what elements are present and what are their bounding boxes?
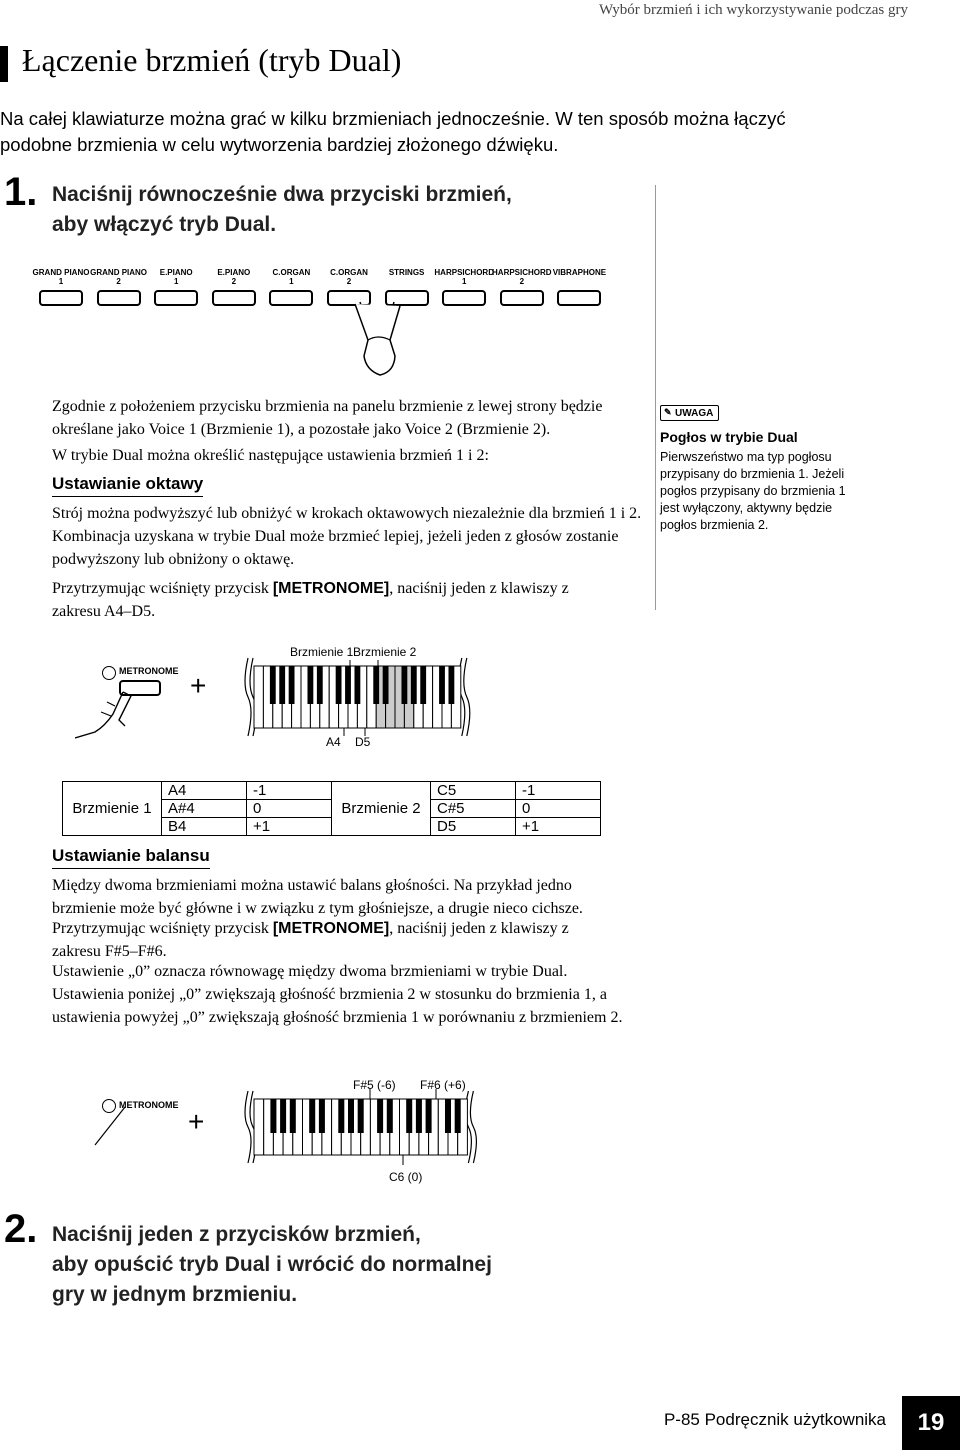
black-key: [420, 666, 426, 704]
voice-button-8[interactable]: [433, 268, 495, 306]
step-1-line-2: aby włączyć tryb Dual.: [52, 213, 277, 236]
note-badge: [660, 405, 719, 421]
value-cell: +1: [247, 818, 332, 836]
metronome-button-ref-2: [METRONOME]: [272, 920, 390, 937]
black-key: [387, 1099, 393, 1133]
break-mark: [464, 658, 470, 736]
voice-button-label: HARPSICHORD 1: [434, 268, 494, 286]
value-cell: +1: [516, 818, 601, 836]
para-dual-settings: W trybie Dual można określić następujące ustawienia brzmień 1 i 2:: [52, 447, 489, 464]
page-number: 19: [902, 1396, 960, 1450]
metronome-button-ref: [METRONOME]: [272, 580, 390, 597]
voice-button-label: C.ORGAN 1: [272, 268, 311, 286]
finger-press-icon: [75, 686, 155, 742]
step-1-line-1: Naciśnij równocześnie dwa przyciski brzmień,: [52, 183, 512, 206]
metronome-diagram-2: [95, 1093, 235, 1163]
key-f6-label: F#6 (+6): [420, 1078, 466, 1092]
black-key: [416, 1099, 422, 1133]
key-cell: A#4: [162, 800, 247, 818]
octave-text: Strój można podwyższyć lub obniżyć w krokach oktawowych niezależnie dla brzmień 1 i 2. Kombinacja uzyskana w trybie Dual może brzmieć lepiej, jeżeli jeden z głosów zostanie podwyższony lub obniżony o oktawę.: [52, 505, 642, 568]
voice-button-key[interactable]: [500, 290, 544, 306]
key-cell: B4: [162, 818, 247, 836]
black-key: [279, 666, 285, 704]
black-key: [439, 666, 445, 704]
note-text: Pierwszeństwo ma typ pogłosu przypisany do brzmienia 1. Jeżeli pogłos przypisany do brzmienia 1 jest wyłączony, aktywny będzie pogłos brzmienia 2.: [660, 450, 846, 532]
black-key: [338, 1099, 344, 1133]
black-key: [270, 1099, 276, 1133]
plus-sign-2: +: [188, 1106, 205, 1137]
black-key: [348, 1099, 354, 1133]
voice1-range-label: Brzmienie 1: [290, 645, 354, 659]
two-finger-hand-icon: [350, 300, 410, 380]
voice-button-key[interactable]: [442, 290, 486, 306]
voice-button-label: E.PIANO 2: [217, 268, 251, 286]
octave-instruction: [52, 577, 612, 623]
voice-button-label: E.PIANO 1: [159, 268, 193, 286]
voice-button-2[interactable]: [88, 268, 150, 306]
black-key: [406, 1099, 412, 1133]
black-key: [358, 1099, 364, 1133]
para-voice-order: Zgodnie z położeniem przycisku brzmienia na panelu brzmienie z lewej strony będzie określane jako Voice 1 (Brzmienie 1), a pozostałe jako Voice 2 (Brzmienie 2).: [52, 398, 603, 438]
black-key: [401, 666, 407, 704]
pencil-icon: ✎: [664, 407, 672, 417]
voice-button-label: C.ORGAN 2: [330, 268, 368, 286]
white-key: [254, 1099, 264, 1155]
voice-button-3[interactable]: [145, 268, 207, 306]
black-key: [383, 666, 389, 704]
black-key: [280, 1099, 286, 1133]
key-cell: A4: [162, 782, 247, 800]
note-heading: Pogłos w trybie Dual: [660, 429, 798, 445]
black-key: [270, 666, 276, 704]
voice-button-9[interactable]: [491, 268, 553, 306]
balance-heading: Ustawianie balansu: [52, 846, 210, 869]
octave-table: [62, 781, 601, 836]
footer-manual-title: P-85 Podręcznik użytkownika: [663, 1410, 886, 1429]
black-key: [411, 666, 417, 704]
black-key: [455, 1099, 461, 1133]
value-cell: 0: [247, 800, 332, 818]
voice-button-key[interactable]: [154, 290, 198, 306]
keyboard-diagram-1: [240, 650, 475, 745]
step-2-number: 2.: [4, 1207, 38, 1251]
black-key: [373, 666, 379, 704]
voice1-label-cell: Brzmienie 1: [63, 782, 162, 836]
note-box: [660, 403, 940, 534]
balance-instruction-post: , naciśnij jeden z klawiszy z zakresu F#5–F#6.: [52, 920, 569, 960]
black-key: [377, 1099, 383, 1133]
balance-text-2: Ustawienie „0” oznacza równowagę między dwoma brzmieniami w trybie Dual. Ustawienia poniżej „0” zwiększają głośność brzmienia 2 w stosunku do brzmienia 1, a ustawienia powyżej „0” zwiększają głośność brzmienia 1 w porównaniu z brzmieniem 2.: [52, 963, 623, 1026]
keyboard-diagram-2: [240, 1085, 480, 1165]
black-key: [317, 666, 323, 704]
column-divider: [655, 185, 656, 610]
table-row: [63, 782, 601, 800]
voice-button-label: VIBRAPHONE: [552, 268, 607, 277]
black-key: [289, 666, 295, 704]
balance-instruction: [52, 917, 612, 963]
metronome-label: METRONOME: [119, 666, 179, 676]
voice2-range-label: Brzmienie 2: [353, 645, 417, 659]
voice-button-5[interactable]: [260, 268, 322, 306]
key-cell: D5: [431, 818, 516, 836]
black-key: [426, 1099, 432, 1133]
black-key: [307, 666, 313, 704]
voice-button-1[interactable]: [30, 268, 92, 306]
key-cell: C5: [431, 782, 516, 800]
black-key: [336, 666, 342, 704]
metronome-label-2: METRONOME: [119, 1100, 179, 1110]
octave-heading: Ustawianie oktawy: [52, 474, 203, 497]
voice-button-4[interactable]: [203, 268, 265, 306]
step-2-line-2: aby opuścić tryb Dual i wrócić do normalnej: [52, 1253, 492, 1276]
white-key: [254, 666, 263, 728]
voice-button-label: GRAND PIANO 1: [32, 268, 90, 286]
intro-paragraph: Na całej klawiaturze można grać w kilku brzmieniach jednocześnie. W ten sposób można łączyć podobne brzmienia w celu wytworzenia bardziej złożonego dźwięku.: [0, 108, 786, 155]
key-f5-label: F#5 (-6): [353, 1078, 396, 1092]
value-cell: 0: [516, 800, 601, 818]
voice-button-10[interactable]: [548, 268, 610, 306]
black-key: [290, 1099, 296, 1133]
value-cell: -1: [247, 782, 332, 800]
black-key: [354, 666, 360, 704]
page-title: Łączenie brzmień (tryb Dual): [22, 42, 402, 78]
voice-button-key[interactable]: [97, 290, 141, 306]
note-badge-label: UWAGA: [675, 408, 714, 419]
octave-instruction-post: , naciśnij jeden z klawiszy z zakresu A4–D5.: [52, 580, 569, 620]
break-mark: [245, 658, 251, 736]
metronome-diagram-1: [95, 660, 235, 740]
plus-sign-1: +: [190, 670, 207, 701]
voice-button-panel: [30, 268, 630, 308]
octave-instruction-pre: Przytrzymując wciśnięty przycisk: [52, 580, 273, 597]
voice-button-key[interactable]: [212, 290, 256, 306]
key-a4-label: A4: [326, 735, 341, 749]
voice-button-label: HARPSICHORD 2: [492, 268, 552, 286]
value-cell: -1: [516, 782, 601, 800]
running-header: Wybór brzmień i ich wykorzystywanie podczas gry: [598, 2, 908, 18]
black-key: [448, 666, 454, 704]
black-key: [445, 1099, 451, 1133]
voice2-label-cell: Brzmienie 2: [332, 782, 431, 836]
voice-button-key[interactable]: [269, 290, 313, 306]
black-key: [319, 1099, 325, 1133]
voice-button-label: GRAND PIANO 2: [90, 268, 148, 286]
key-cell: C#5: [431, 800, 516, 818]
voice-button-key[interactable]: [557, 290, 601, 306]
metronome-led-icon: [102, 666, 116, 680]
balance-text-1: Między dwoma brzmieniami można ustawić balans głośności. Na przykład jedno brzmienie może być główne i w związku z tym głośniejsze, a drugie nieco cichsze.: [52, 877, 583, 917]
step-2-line-1: Naciśnij jeden z przycisków brzmień,: [52, 1223, 421, 1246]
balance-instruction-pre: Przytrzymując wciśnięty przycisk: [52, 920, 273, 937]
black-key: [309, 1099, 315, 1133]
key-d5-label: D5: [355, 735, 371, 749]
black-key: [345, 666, 351, 704]
step-2-line-3: gry w jednym brzmieniu.: [52, 1283, 298, 1306]
voice-button-key[interactable]: [39, 290, 83, 306]
break-mark: [470, 1091, 476, 1163]
key-c6-label: C6 (0): [389, 1170, 423, 1184]
title-bar: [0, 46, 8, 82]
voice-button-label: STRINGS: [388, 268, 425, 277]
step-1-number: 1.: [4, 170, 38, 214]
break-mark: [245, 1091, 251, 1163]
